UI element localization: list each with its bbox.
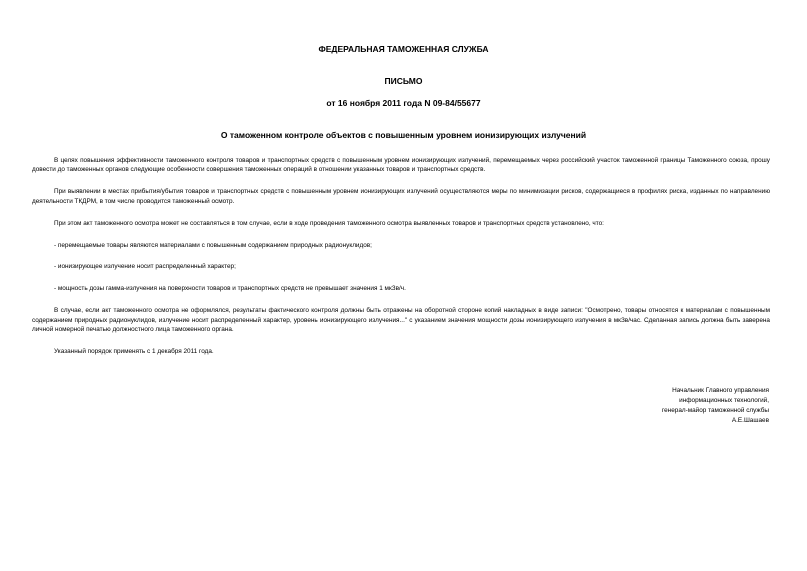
signature-rank: генерал-майор таможенной службы — [661, 407, 769, 414]
list-item: - мощность дозы гамма-излучения на поверхности товаров и транспортных средств не превышает значения 1 мкЗв/ч. — [54, 285, 406, 293]
body-paragraph: При выявлении в местах прибытия/убытия товаров и транспортных средств с повышенным уровнем ионизирующих излучений осуществляются меры по минимизации рисков, содержащиеся в профилях риска, изданных по направлению деятельности ТКДРМ, в том числе проводится таможенный осмотр. — [32, 188, 770, 205]
agency-name: ФЕДЕРАЛЬНАЯ ТАМОЖЕННАЯ СЛУЖБА — [318, 44, 489, 54]
body-paragraph: В целях повышения эффективности таможенного контроля товаров и транспортных средств с повышенным уровнем ионизирующих излучений, перемещаемых через российский участок таможенной границы Таможенного союза, прошу довести до таможенных органов следующие особенности совершения таможенных операций в отношении указанных товаров и транспортных средств. — [32, 157, 770, 174]
body-paragraph: При этом акт таможенного осмотра может не составляться в том случае, если в ходе проведения таможенного осмотра выявленных товаров и транспортных средств установлено, что: — [54, 219, 604, 227]
document-subject: О таможенном контроле объектов с повышенным уровнем ионизирующих излучений — [220, 130, 587, 140]
body-paragraph: Указанный порядок применять с 1 декабря 2011 года. — [54, 347, 214, 355]
letter-body — [32, 156, 770, 369]
signature-name: А.Е.Шашаев — [731, 417, 769, 424]
document-type: ПИСЬМО — [384, 76, 423, 86]
signature-position: Начальник Главного управления — [672, 387, 769, 394]
signature-block — [662, 386, 769, 426]
list-item: - перемещаемые товары являются материалами с повышенным содержанием природных радионуклидов; — [54, 241, 372, 249]
signature-department: информационных технологий, — [679, 397, 769, 404]
body-paragraph: В случае, если акт таможенного осмотра не оформлялся, результаты фактического контроля должны быть отражены на оборотной стороне копий накладных в виде записи: "Осмотрено, товары относятся к материалам с повышенным содержанием природных радионуклидов, излучение носит распределенный характер, уровень ионизирующего излучения..." с указанием значения мощности дозы ионизирующего излучения в мкЗв/час. Сделанная запись должна быть заверена личной номерной печатью должностного лица таможенного органа. — [32, 307, 770, 334]
list-item: - ионизирующее излучение носит распределенный характер; — [54, 263, 236, 271]
document-date-number: от 16 ноября 2011 года N 09-84/55677 — [326, 98, 481, 108]
